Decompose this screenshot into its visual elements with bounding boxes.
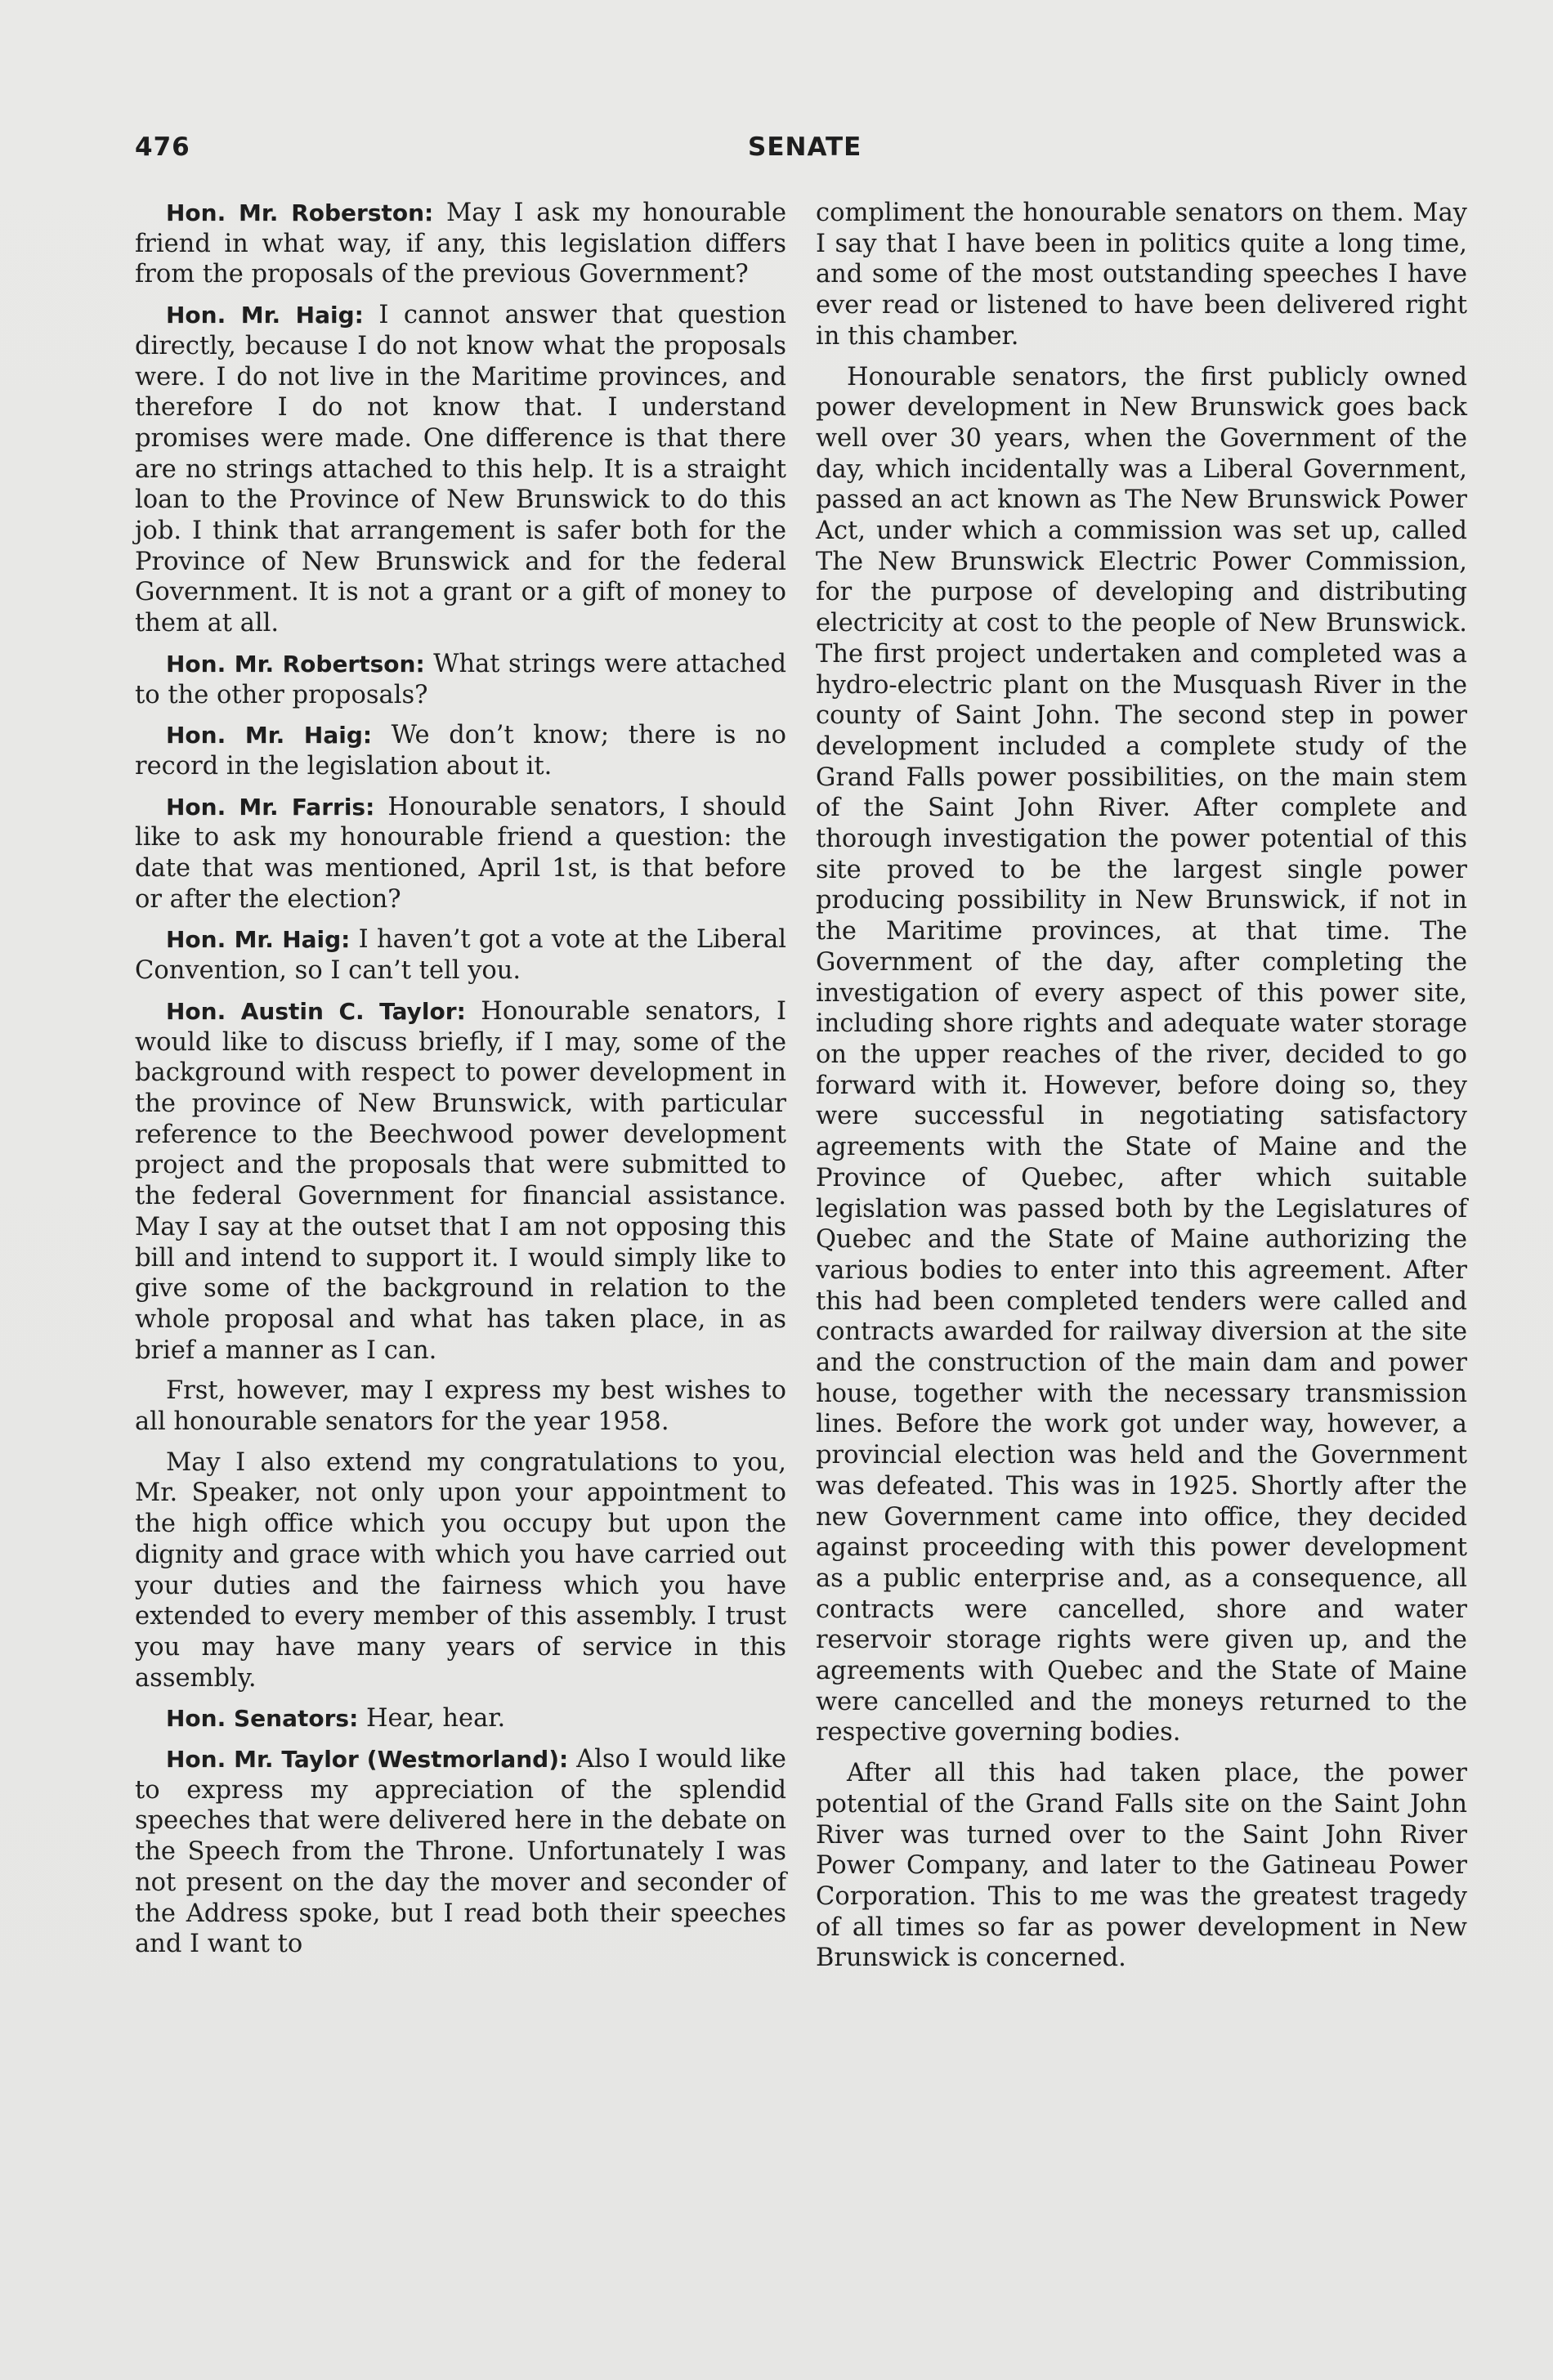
paragraph	[135, 1447, 786, 1694]
left-column	[135, 198, 786, 1970]
paragraph	[816, 1758, 1467, 1974]
paragraph	[135, 1376, 786, 1437]
page-number: 476	[135, 132, 190, 162]
speaker-name: Hon. Mr. Haig:	[166, 302, 364, 329]
speech-text: Honourable senators, the first publicly owned power development in New Brunswick goes back well over 30 years, when the Government of the day, which incidentally was a Liberal Government, passed an act known as The New Brunswick Power Act, under which a commission was set up, called The New Brunswick Electric Power Commission, for the purpose of developing and distributing electricity at cost to the people of New Brunswick. The first project undertaken and completed was a hydro-electric plant on the Musquash River in the county of Saint John. The second step in power development included a complete study of the Grand Falls power possibilities, on the main stem of the Saint John River. After complete and thorough investigation the power potential of this site proved to be the largest single power producing possibility in New Brunswick, if not in the Maritime provinces, at that time. The Government of the day, after completing the investigation of every aspect of this power site, including shore rights and adequate water storage on the upper reaches of the river, decided to go forward with it. However, before doing so, they were successful in negotiating satisfactory agreements with the State of Maine and the Province of Quebec, after which suitable legislation was passed both by the Legislatures of Quebec and the State of Maine authorizing the various bodies to enter into this agreement. After this had been completed tenders were called and contracts awarded for railway diversion at the site and the construction of the main dam and power house, together with the necessary transmission lines. Before the work got under way, however, a provincial election was held and the Government was defeated. This was in 1925. Shortly after the new Government came into office, they decided against proceeding with this power development as a public enterprise and, as a consequence, all contracts were cancelled, shore and water reservoir storage rights were given up, and the agreements with Quebec and the State of Maine were cancelled and the moneys returned to the respective governing bodies.	[816, 362, 1467, 1747]
speaker-name: Hon. Mr. Taylor (Westmorland):	[166, 1746, 569, 1774]
speaker-name: Hon. Mr. Haig:	[166, 926, 351, 954]
speech-text: We don’t know; there is no record in the legislation about it.	[135, 721, 786, 781]
paragraph	[135, 720, 786, 781]
paragraph	[135, 300, 786, 639]
speech-text: May I ask my honourable friend in what way, if any, this legislation differs from the proposals of the previous Government?	[135, 199, 787, 289]
speech-text: Hear, hear.	[358, 1704, 506, 1734]
paragraph	[135, 792, 786, 915]
paragraph	[135, 198, 786, 290]
speech-text: I cannot answer that question directly, because I do not know what the proposals were. I do not live in the Maritime provinces, and therefore I do not know that. I understand promises were made. One difference is that there are no strings attached to this help. It is a straight loan to the Province of New Brunswick to do this job. I think that arrangement is safer both for the Province of New Brunswick and for the federal Government. It is not a grant or a gift of money to them at all.	[135, 301, 787, 638]
paragraph	[816, 198, 1467, 352]
speech-text: Frst, however, may I express my best wishes to all honourable senators for the year 1958.	[135, 1376, 786, 1437]
page-header	[135, 132, 1475, 173]
speech-text: May I also extend my congratulations to you, Mr. Speaker, not only upon your appointment to the high office which you occupy but upon the dignity and grace with which you have carried out your duties and the fairness which you have extended to every member of this assembly. I trust you may have many years of service in this assembly.	[135, 1447, 786, 1693]
speech-text: Honourable senators, I should like to ask my honourable friend a question: the date that was mentioned, April 1st, is that before or after the election?	[135, 792, 786, 914]
speech-text: After all this had taken place, the power potential of the Grand Falls site on the Saint John River was turned over to the Saint John River Power Company, and later to the Gatineau Power Corporation. This to me was the greatest tragedy of all times so far as power development in New Brunswick is concerned.	[816, 1759, 1467, 1973]
paragraph	[135, 924, 786, 986]
paragraph	[135, 996, 786, 1366]
speaker-name: Hon. Senators:	[166, 1705, 359, 1733]
running-title: SENATE	[748, 132, 862, 162]
paragraph	[816, 362, 1467, 1749]
paragraph	[135, 1703, 786, 1734]
right-column	[816, 198, 1467, 1984]
speaker-name: Hon. Mr. Robertson:	[166, 650, 425, 678]
speech-text: Also I would like to express my appreciation of the splendid speeches that were delivered here in the debate on the Speech from the Throne. Unfortunately I was not present on the day the mover and seconder of the Address spoke, but I read both their speeches and I want to	[135, 1745, 786, 1959]
paragraph	[135, 649, 786, 710]
speech-text: compliment the honourable senators on them. May I say that I have been in politics quite a long time, and some of the most outstanding speeches I have ever read or listened to have been delivered right in this chamber.	[816, 199, 1467, 351]
speech-text: What strings were attached to the other proposals?	[135, 649, 786, 709]
speaker-name: Hon. Mr. Farris:	[166, 793, 375, 821]
speech-text: Honourable senators, I would like to discuss briefly, if I may, some of the background with respect to power development in the province of New Brunswick, with particular reference to the Beechwood power development project and the proposals that were submitted to the federal Government for financial assistance. May I say at the outset that I am not opposing this bill and intend to support it. I would simply like to give some of the background in relation to the whole proposal and what has taken place, in as brief a manner as I can.	[135, 996, 786, 1365]
speaker-name: Hon. Mr. Haig:	[166, 722, 373, 749]
paragraph	[135, 1744, 786, 1960]
speaker-name: Hon. Austin C. Taylor:	[166, 997, 466, 1025]
speech-text: I haven’t got a vote at the Liberal Convention, so I can’t tell you.	[135, 925, 787, 986]
speaker-name: Hon. Mr. Roberston:	[166, 199, 434, 226]
